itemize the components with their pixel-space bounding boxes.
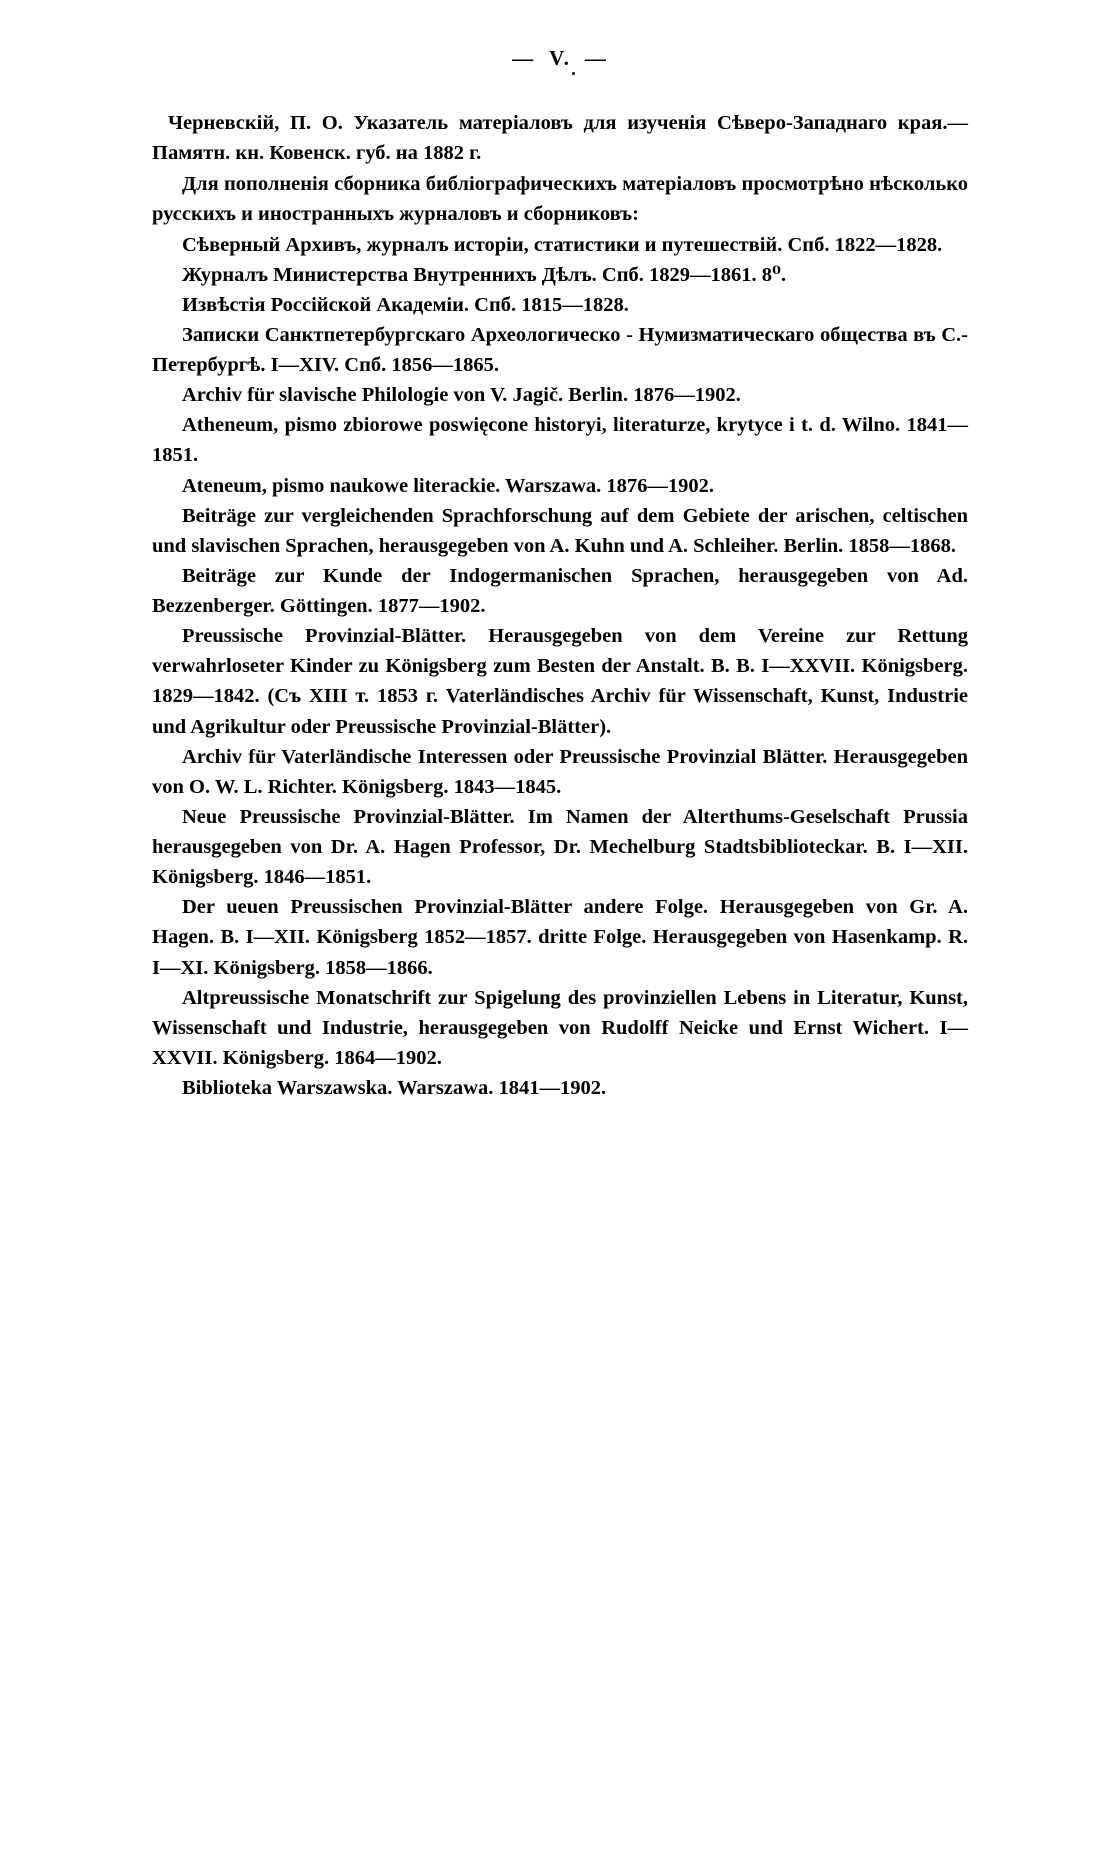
bibliography-entry: Черневскій, П. О. Указатель матеріаловъ для изученія Сѣверо-Западнаго края.—Памятн. кн. Ковенск. губ. на 1882 г. xyxy=(152,112,968,165)
bibliography-entry: Atheneum, pismo zbiorowe poswięcone historyi, literaturze, krytyce i t. d. Wilno. 1841—1851. xyxy=(152,414,968,467)
folio-number: V. xyxy=(549,46,571,70)
bibliography-entry: Archiv für Vaterländische Interessen oder Preussische Provinzial Blätter. Herausgegeben von O. W. L. Richter. Königsberg. 1843—1845. xyxy=(152,745,968,798)
folio-dash-left: — xyxy=(512,46,536,70)
bibliography-entry: Beiträge zur Kunde der Indogermanischen Sprachen, herausgegeben von Ad. Bezzenberger. Göttingen. 1877—1902. xyxy=(152,564,968,617)
bibliography-entry: Neue Preussische Provinzial-Blätter. Im Namen der Alterthums-Geselschaft Prussia herausgegeben von Dr. A. Hagen Professor, Dr. Mechelburg Stadtsbiblioteckar. B. I—XII. Königsberg. 1846—1851. xyxy=(152,805,968,889)
bibliography-entry: Сѣверный Архивъ, журналъ исторіи, статистики и путешествій. Спб. 1822—1828. xyxy=(182,233,943,256)
bibliography-entry: Preussische Provinzial-Blätter. Herausgegeben von dem Vereine zur Rettung verwahrloseter Kinder zu Königsberg zum Besten der Anstalt. B. B. I—XXVII. Königsberg. 1829—1842. (Съ XIII т. 1853 г. Vaterländisches Archiv für Wissenschaft, Kunst, Industrie und Agrikultur oder Preussische Provinzial-Blätter). xyxy=(152,625,968,738)
bibliography-entry: Biblioteka Warszawska. Warszawa. 1841—1902. xyxy=(182,1077,607,1099)
page-folio xyxy=(0,46,1120,71)
bibliography-entry: Ateneum, pismo naukowe literackie. Warszawa. 1876—1902. xyxy=(182,474,715,497)
bibliography-entry: Beiträge zur vergleichenden Sprachforschung auf dem Gebiete der arischen, celtischen und slavischen Sprachen, herausgegeben von A. Kuhn und A. Schleiher. Berlin. 1858—1868. xyxy=(152,504,968,557)
bibliography-entry: Извѣстія Россійской Академіи. Спб. 1815—1828. xyxy=(182,293,629,316)
bibliography-entry: Der ueuen Preussischen Provinzial-Blätter andere Folge. Herausgegeben von Gr. A. Hagen. B. I—XII. Königsberg 1852—1857. dritte Folge. Herausgegeben von Hasenkamp. R. I—XI. Königsberg. 1858—1866. xyxy=(152,896,968,979)
bibliography-entry: Журналъ Министерства Внутреннихъ Дѣлъ. Спб. 1829—1861. 8⁰. xyxy=(182,263,787,286)
folio-dash-right: — xyxy=(584,46,608,70)
bibliography-entry: Archiv für slavische Philologie von V. Jagič. Berlin. 1876—1902. xyxy=(182,384,741,407)
bibliography-entry: Altpreussische Monatschrift zur Spigelung des provinziellen Lebens in Literatur, Kunst, Wissenschaft und Industrie, herausgegeben von Rudolff Neicke und Ernst Wichert. I—XXVII. Königsberg. 1864—1902. xyxy=(152,986,968,1069)
bibliography-body xyxy=(152,108,968,1103)
bibliography-entry: Для пополненія сборника библіографическихъ матеріаловъ просмотрѣно нѣсколько русскихъ и иностранныхъ журналовъ и сборниковъ: xyxy=(152,173,968,226)
stray-ink-dot xyxy=(572,72,575,75)
bibliography-entry: Записки Санктпетербургскаго Археологическо - Нумизматическаго общества въ С.-Петербургѣ. I—XIV. Спб. 1856—1865. xyxy=(152,323,968,376)
